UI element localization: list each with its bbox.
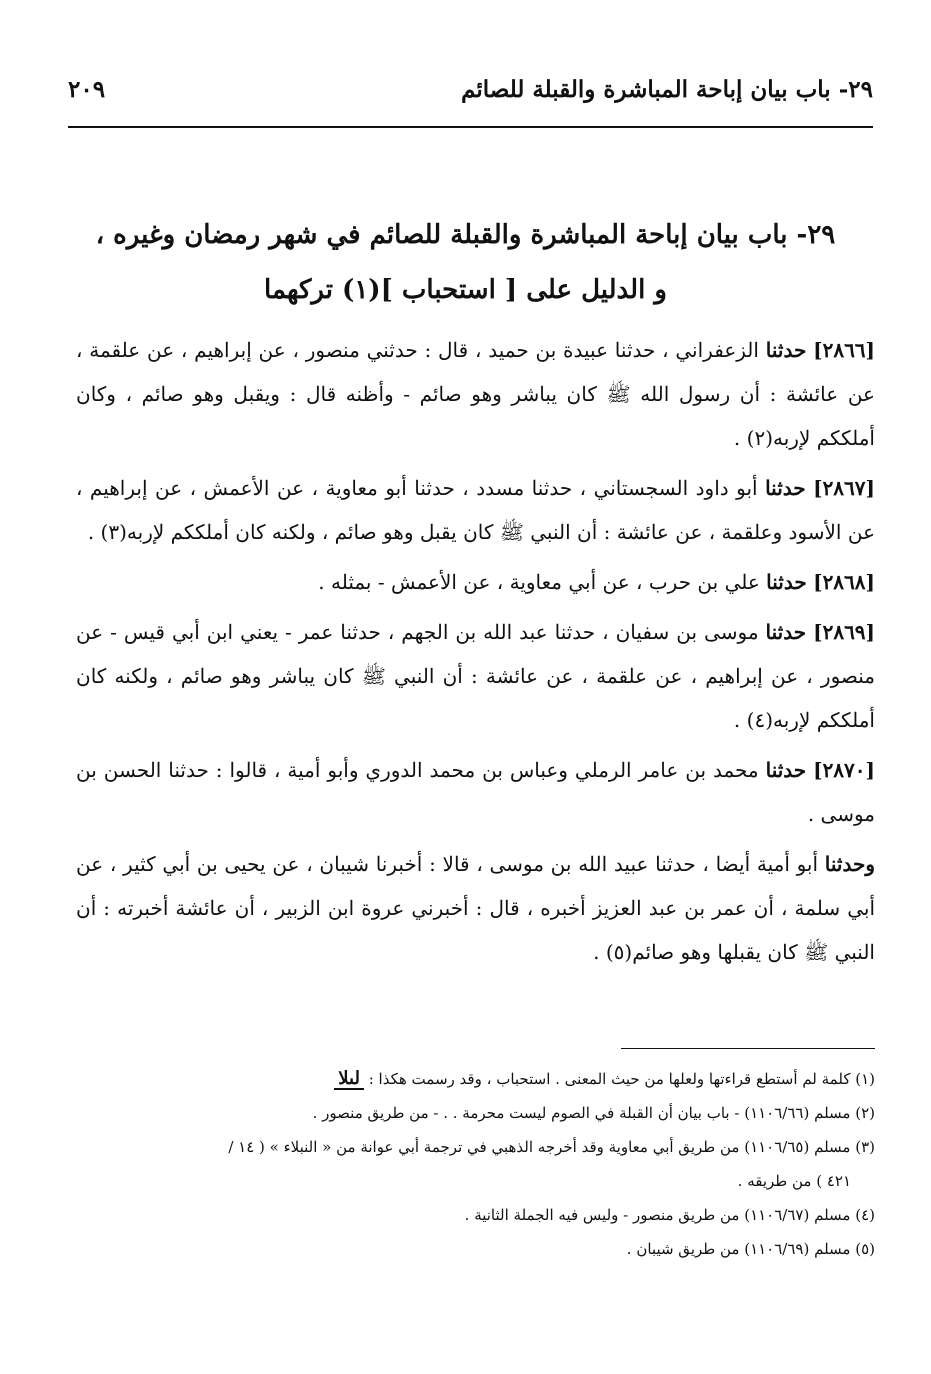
hadith-text: أبو داود السجستاني ، حدثنا مسدد ، حدثنا أبو معاوية ، عن الأعمش ، عن إبراهيم ، عن الأسود وعلقمة ، عن عائشة : أن النبي ﷺ كان يقبل وهو صائم ، ولكنه كان أملككم لإربه(٣) .: [76, 476, 875, 544]
hadith-lead: حدثنا: [765, 758, 807, 782]
footnote-text: (٥) مسلم (١١٠٦/٦٩) من طريق شيبان .: [626, 1240, 875, 1258]
hadith-2870: [76, 748, 875, 836]
hadith-number: [٢٨٦٩]: [813, 620, 876, 644]
footnote-3-continuation: [76, 1164, 875, 1198]
hadith-2868: [76, 560, 875, 604]
hadith-2867: [76, 466, 875, 554]
footnote-4: [76, 1198, 875, 1232]
footnote-separator: [621, 1048, 875, 1049]
header-rule: [68, 126, 873, 128]
hadith-number: [٢٨٦٨]: [813, 570, 875, 594]
hadith-lead: حدثنا: [765, 620, 807, 644]
footnote-text: ٤٢١ ) من طريقه .: [737, 1172, 851, 1190]
hadith-text: الزعفراني ، حدثنا عبيدة بن حميد ، قال : حدثني منصور ، عن إبراهيم ، عن علقمة ، عن عائشة : أن رسول الله ﷺ كان يباشر وهو صائم - وأظنه قال : ويقبل وهو صائم ، وكان أملككم لإربه(٢) .: [76, 338, 875, 450]
hadith-text: محمد بن عامر الرملي وعباس بن محمد الدوري وأبو أمية ، قالوا : حدثنا الحسن بن موسى .: [76, 758, 875, 826]
hadith-number: [٢٨٦٦]: [813, 338, 876, 362]
hadith-lead: وحدثنا: [824, 852, 876, 876]
footnote-text: (٢) مسلم (١١٠٦/٦٦) - باب بيان أن القبلة في الصوم ليست محرمة . . - من طريق منصور .: [312, 1104, 875, 1122]
hadith-list: [76, 328, 875, 980]
hadith-2870-second-chain: [76, 842, 875, 974]
footnote-text: (١) كلمة لم أستطع قراءتها ولعلها من حيث المعنى . استحباب ، وقد رسمت هكذا :: [368, 1070, 875, 1088]
hadith-lead: حدثنا: [765, 338, 807, 362]
hadith-number: [٢٨٦٧]: [813, 476, 875, 500]
footnote-text: (٤) مسلم (١١٠٦/٦٧) من طريق منصور - وليس فيه الجملة الثانية .: [464, 1206, 875, 1224]
hadith-text: أبو أمية أيضا ، حدثنا عبيد الله بن موسى ، قالا : أخبرنا شيبان ، عن يحيى بن أبي كثير ، عن أبي سلمة ، أن عمر بن عبد العزيز أخبره ، قال : أخبرني عروة ابن الزبير ، أن عائشة أخبرته : أن النبي ﷺ كان يقبلها وهو صائم(٥) .: [76, 852, 875, 964]
chapter-title-line-1: ٢٩- باب بيان إباحة المباشرة والقبلة للصائم في شهر رمضان وغيره ،: [95, 220, 836, 250]
hadith-2866: [76, 328, 875, 460]
footnote-5: [76, 1232, 875, 1266]
chapter-title-line-2: و الدليل على [ استحباب ](١) تركهما: [264, 275, 667, 305]
hadith-2869: [76, 610, 875, 742]
hadith-lead: حدثنا: [765, 476, 806, 500]
hadith-number: [٢٨٧٠]: [813, 758, 875, 782]
running-header-title: ٢٩- باب بيان إباحة المباشرة والقبلة للصائم: [461, 76, 873, 103]
page-number: ٢٠٩: [68, 76, 106, 103]
running-header: [68, 76, 873, 126]
footnote-text: (٣) مسلم (١١٠٦/٦٥) من طريق أبي معاوية وقد أخرجه الذهبي في ترجمة أبي عوانة من « النبلاء » ( ١٤ /: [228, 1138, 875, 1156]
hadith-text: موسى بن سفيان ، حدثنا عبد الله بن الجهم ، حدثنا عمر - يعني ابن أبي قيس - عن منصور ، عن إبراهيم ، عن علقمة ، عن عائشة : أن النبي ﷺ كان يباشر وهو صائم ، ولكنه كان أملككم لإربه(٤) .: [76, 620, 875, 732]
footnote-3: [76, 1130, 875, 1164]
manuscript-word-glyph: لىلا: [334, 1070, 364, 1090]
footnotes: [76, 1062, 875, 1266]
hadith-text: علي بن حرب ، عن أبي معاوية ، عن الأعمش - بمثله .: [318, 570, 760, 594]
footnote-1: [76, 1062, 875, 1096]
hadith-lead: حدثنا: [766, 570, 807, 594]
footnote-2: [76, 1096, 875, 1130]
chapter-title: [70, 208, 861, 318]
